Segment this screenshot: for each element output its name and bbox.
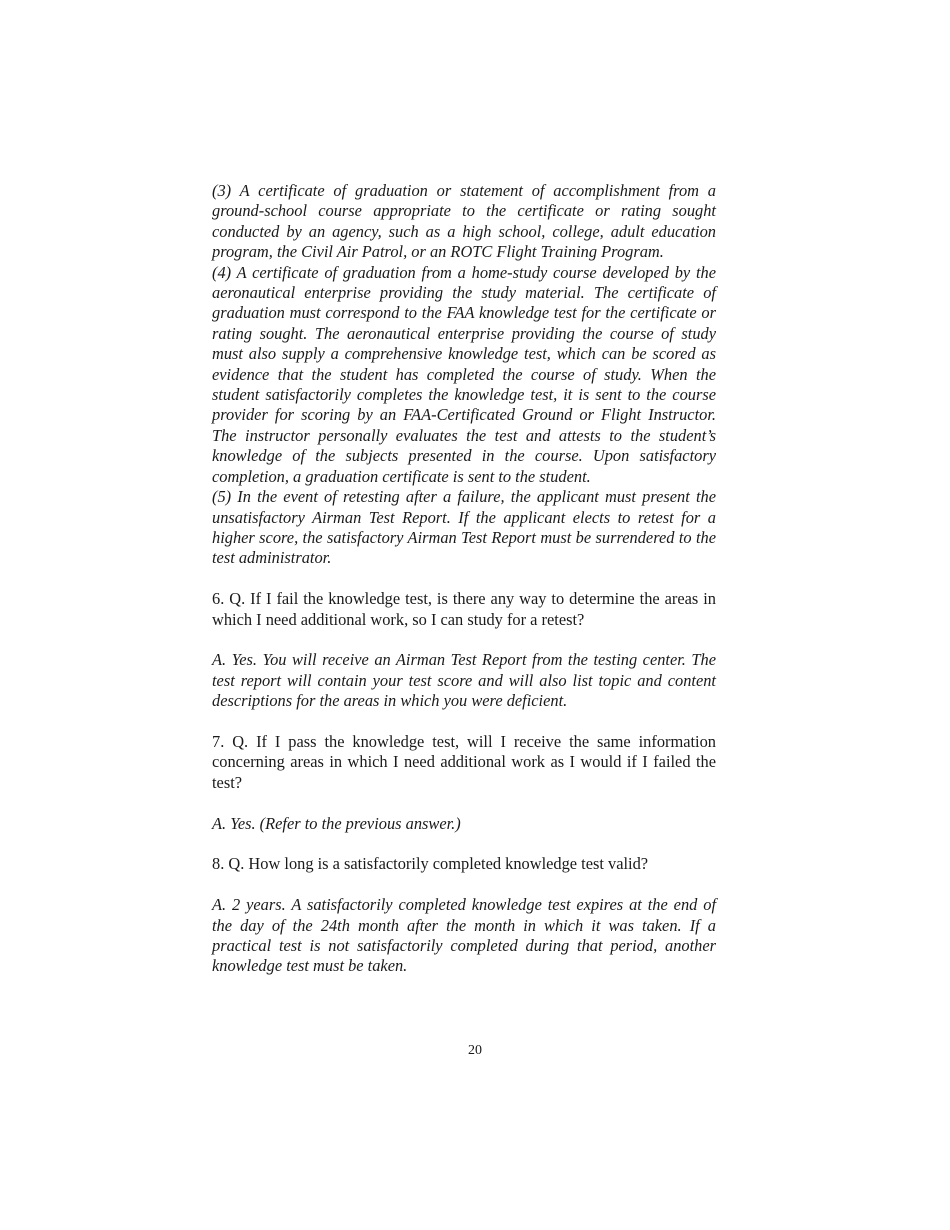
item-4-paragraph: (4) A certificate of graduation from a home-study course developed by the aeronautical enterprise providing the study material. The certificate of graduation must correspond to the FAA knowledge test for the certificate or rating sought. The aeronautical enterprise providing the course of study must also supply a comprehensive knowledge test, which can be scored as evidence that the student has completed the course of study. When the student satisfactorily completes the knowledge test, it is sent to the course provider for scoring by an FAA-Certificated Ground or Flight Instructor. The instructor personally evaluates the test and attests to the student’s knowledge of the subjects presented in the course. Upon satisfactory completion, a graduation certificate is sent to the student. [212,262,716,486]
item-5-paragraph: (5) In the event of retesting after a failure, the applicant must present the unsatisfactory Airman Test Report. If the applicant elects to retest for a higher score, the satisfactory Airman Test Report must be surrendered to the test administrator. [212,487,716,568]
item-3-paragraph: (3) A certificate of graduation or statement of accomplishment from a ground-school course appropriate to the certificate or rating sought conducted by an agency, such as a high school, college, adult education program, the Civil Air Patrol, or an ROTC Flight Training Program. [212,181,716,262]
question-6: 6. Q. If I fail the knowledge test, is there any way to determine the areas in which I need additional work, so I can study for a retest? [212,589,716,629]
question-7: 7. Q. If I pass the knowledge test, will I receive the same information concerning areas in which I need additional work as I would if I failed the test? [212,731,716,792]
answer-8: A. 2 years. A satisfactorily completed knowledge test expires at the end of the day of the 24th month after the month in which it was taken. If a practical test is not satisfactorily completed during that period, another knowledge test must be taken. [212,895,716,976]
answer-6: A. Yes. You will receive an Airman Test Report from the testing center. The test report will contain your test score and will also list topic and content descriptions for the areas in which you were deficient. [212,650,716,711]
question-8: 8. Q. How long is a satisfactorily completed knowledge test valid? [212,854,649,874]
answer-7: A. Yes. (Refer to the previous answer.) [212,813,461,833]
page-body [212,181,716,977]
page-number: 20 [468,1043,482,1058]
